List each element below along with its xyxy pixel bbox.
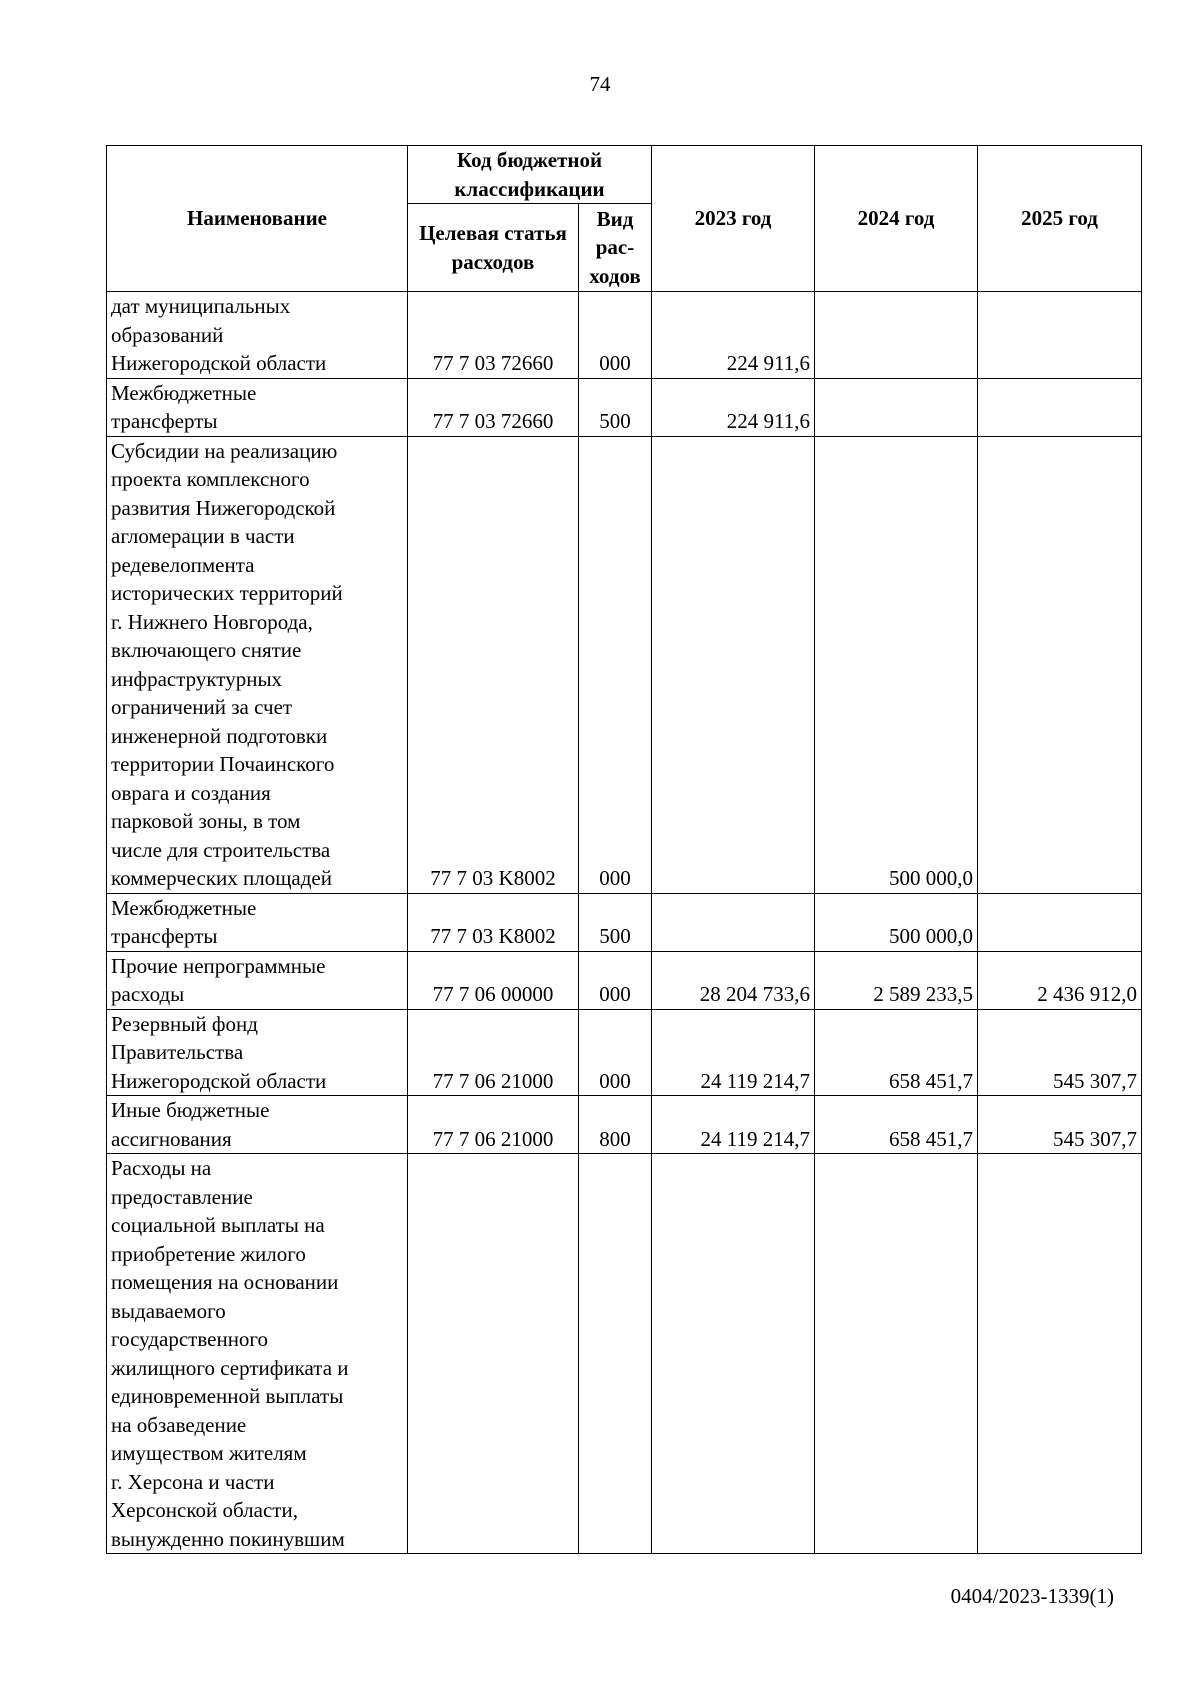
cell-2025-text: 545 307,7 <box>1053 1068 1138 1093</box>
cell-expense-kind-text: 500 <box>599 409 631 433</box>
cell-2024 <box>815 951 978 1009</box>
table-row <box>107 378 1142 436</box>
table-row <box>107 1096 1142 1154</box>
cell-target-article <box>408 951 579 1009</box>
budget-table <box>106 145 1142 1554</box>
cell-2025 <box>978 1154 1142 1554</box>
table-header <box>107 146 1142 292</box>
table-row <box>107 1154 1142 1554</box>
cell-2024 <box>815 378 978 436</box>
cell-2023 <box>652 1009 815 1096</box>
cell-2024-text: 500 000,0 <box>889 924 974 948</box>
cell-target-article-text: 77 7 06 21000 <box>432 1126 554 1151</box>
cell-expense-kind <box>579 951 652 1009</box>
cell-name-text: Прочие непрограммные расходы <box>111 953 326 1006</box>
header-expense-kind: Вид рас-ходов <box>579 204 652 292</box>
cell-name <box>107 1096 408 1154</box>
document-code: 0404/2023-1339(1) <box>950 1584 1114 1608</box>
cell-expense-kind <box>579 1096 652 1154</box>
cell-target-article <box>408 1154 579 1554</box>
cell-name <box>107 1154 408 1554</box>
cell-expense-kind-text: 800 <box>599 1126 631 1151</box>
cell-2025-text: 2 436 912,0 <box>1037 982 1138 1006</box>
cell-2024-text: 2 589 233,5 <box>873 982 974 1006</box>
cell-name-text: Расходы на предоставление социальной выплаты на приобретение жилого помещения на основании выдаваемого государственного жилищного сертификата и единовременной выплаты на обзаведение имуществом жителям г. Херсона и части Херсонской области, вынужденно покинувшим <box>111 1156 349 1551</box>
header-target-article: Целевая статья расходов <box>408 204 579 292</box>
cell-2023 <box>652 436 815 893</box>
cell-expense-kind-text: 500 <box>599 924 631 948</box>
cell-expense-kind-text: 000 <box>599 982 631 1006</box>
cell-2025-text: 545 307,7 <box>1053 1126 1138 1151</box>
header-2024: 2024 год <box>815 146 978 292</box>
cell-2023-text: 224 911,6 <box>726 409 811 433</box>
cell-target-article-text: 77 7 06 00000 <box>432 982 554 1006</box>
cell-expense-kind <box>579 378 652 436</box>
cell-2024 <box>815 436 978 893</box>
header-2025: 2025 год <box>978 146 1142 292</box>
cell-expense-kind-text: 000 <box>599 351 631 375</box>
cell-target-article <box>408 436 579 893</box>
cell-target-article-text: 77 7 03 72660 <box>432 409 554 433</box>
table-row <box>107 292 1142 379</box>
cell-2023-text: 28 204 733,6 <box>699 982 811 1006</box>
cell-2023 <box>652 292 815 379</box>
cell-2023 <box>652 1154 815 1554</box>
cell-expense-kind <box>579 893 652 951</box>
cell-target-article <box>408 1009 579 1096</box>
cell-2023-text: 24 119 214,7 <box>700 1068 811 1093</box>
table-row <box>107 893 1142 951</box>
cell-2024 <box>815 1154 978 1554</box>
cell-name <box>107 1009 408 1096</box>
cell-name-text: Межбюджетные трансферты <box>111 895 257 948</box>
cell-expense-kind <box>579 1154 652 1554</box>
cell-expense-kind-text: 000 <box>599 1068 631 1093</box>
cell-2025 <box>978 378 1142 436</box>
header-2023: 2023 год <box>652 146 815 292</box>
cell-expense-kind-text: 000 <box>599 866 631 890</box>
cell-2025 <box>978 1009 1142 1096</box>
cell-2024 <box>815 1009 978 1096</box>
cell-target-article-text: 77 7 06 21000 <box>432 1068 554 1093</box>
cell-target-article <box>408 378 579 436</box>
table-row <box>107 951 1142 1009</box>
table-row <box>107 1009 1142 1096</box>
cell-2025 <box>978 292 1142 379</box>
table-body <box>107 292 1142 1554</box>
cell-2024-text: 658 451,7 <box>889 1068 974 1093</box>
cell-2025 <box>978 436 1142 893</box>
header-code-group: Код бюджетной классификации <box>408 146 652 204</box>
cell-name <box>107 292 408 379</box>
cell-target-article-text: 77 7 03 K8002 <box>430 924 556 948</box>
cell-name-text: Иные бюджетные ассигнования <box>111 1098 270 1151</box>
cell-target-article <box>408 893 579 951</box>
cell-2023 <box>652 1096 815 1154</box>
cell-2024-text: 658 451,7 <box>889 1126 974 1151</box>
header-name: Наименование <box>107 146 408 292</box>
cell-name-text: Межбюджетные трансферты <box>111 380 257 433</box>
table-row <box>107 436 1142 893</box>
cell-2023-text: 24 119 214,7 <box>700 1126 811 1151</box>
cell-2025 <box>978 893 1142 951</box>
cell-target-article-text: 77 7 03 K8002 <box>430 866 556 890</box>
cell-target-article <box>408 292 579 379</box>
cell-2024 <box>815 893 978 951</box>
cell-expense-kind <box>579 292 652 379</box>
cell-name <box>107 893 408 951</box>
cell-2024 <box>815 292 978 379</box>
cell-target-article-text: 77 7 03 72660 <box>432 351 554 375</box>
page-number: 74 <box>589 72 611 96</box>
header-row-top <box>107 146 1142 204</box>
cell-2024 <box>815 1096 978 1154</box>
cell-2023 <box>652 951 815 1009</box>
cell-2024-text: 500 000,0 <box>889 866 974 890</box>
cell-expense-kind <box>579 1009 652 1096</box>
cell-target-article <box>408 1096 579 1154</box>
cell-2023 <box>652 378 815 436</box>
cell-name-text: дат муниципальных образований Нижегородской области <box>111 294 327 375</box>
cell-name-text: Субсидии на реализацию проекта комплексного развития Нижегородской агломерации в части редевелопмента исторических территорий г. Нижнего Новгорода, включающего снятие инфраструктурных ограничений за счет инженерной подготовки территории Почаинского оврага и создания парковой зоны, в том числе для строительства коммерческих площадей <box>111 438 343 890</box>
cell-name <box>107 378 408 436</box>
cell-expense-kind <box>579 436 652 893</box>
cell-name <box>107 436 408 893</box>
cell-2025 <box>978 1096 1142 1154</box>
cell-2025 <box>978 951 1142 1009</box>
cell-2023-text: 224 911,6 <box>726 351 811 375</box>
cell-2023 <box>652 893 815 951</box>
cell-name <box>107 951 408 1009</box>
cell-name-text: Резервный фонд Правительства Нижегородской области <box>111 1011 327 1093</box>
